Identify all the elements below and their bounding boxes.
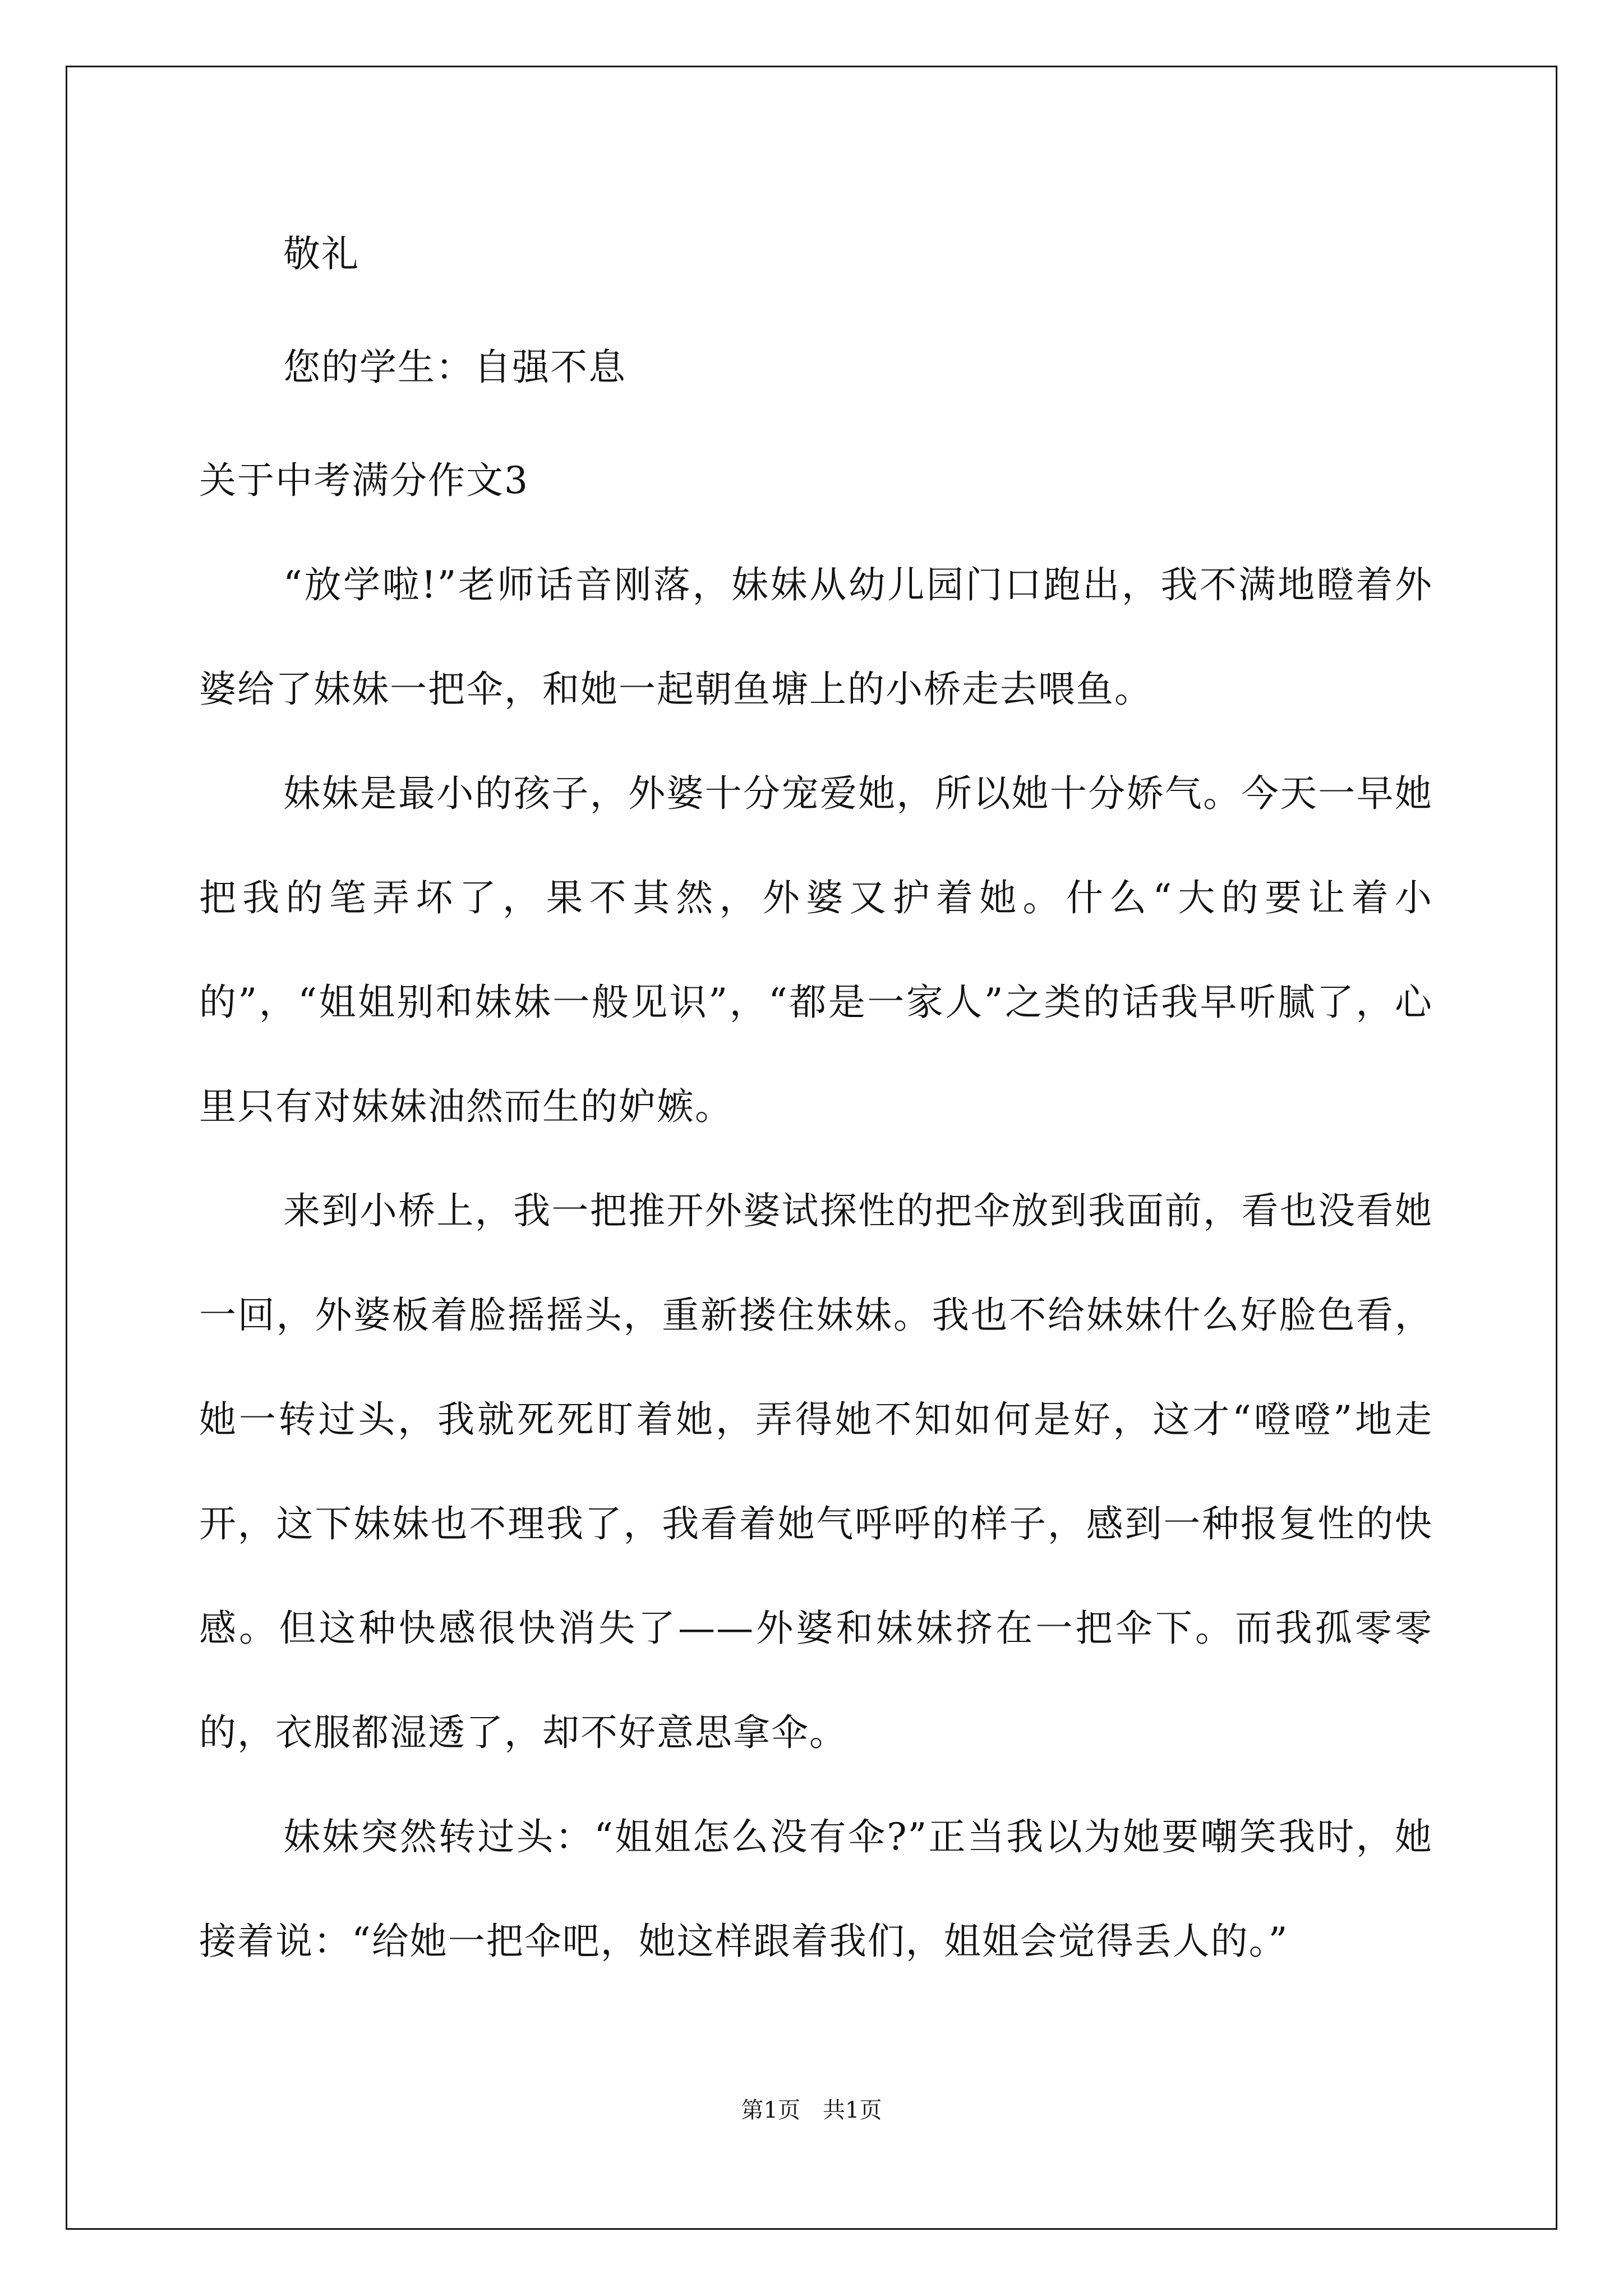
document-body (199, 202, 1433, 1994)
essay-title: 关于中考满分作文3 (199, 459, 529, 502)
essay-paragraph-4: 妹妹突然转过头：“姐姐怎么没有伞?”正当我以为她要嘲笑我时，她接着说：“给她一把伞吧，她这样跟着我们，姐姐会觉得丢人的。” (199, 1815, 1433, 1963)
letter-salutation: 敬礼 (283, 232, 359, 275)
essay-paragraph-3: 来到小桥上，我一把推开外婆试探性的把伞放到我面前，看也没看她一回，外婆板着脸摇摇头，重新搂住妹妹。我也不给妹妹什么好脸色看，她一转过头，我就死死盯着她，弄得她不知如何是好，这才“噔噔”地走开，这下妹妹也不理我了，我看着她气呼呼的样子，感到一种报复性的快感。但这种快感很快消失了——外婆和妹妹挤在一把伞下。而我孤零零的，衣服都湿透了，却不好意思拿伞。 (199, 1189, 1433, 1754)
letter-signature: 您的学生：自强不息 (283, 346, 626, 389)
page-number: 第1页 (741, 2097, 800, 2123)
essay-paragraph-1: “放学啦!”老师话音刚落，妹妹从幼儿园门口跑出，我不满地瞪着外婆给了妹妹一把伞，和她一起朝鱼塘上的小桥走去喂鱼。 (199, 563, 1433, 711)
page-total: 共1页 (823, 2097, 882, 2123)
essay-paragraph-2: 妹妹是最小的孩子，外婆十分宠爱她，所以她十分娇气。今天一早她把我的笔弄坏了，果不其然，外婆又护着她。什么“大的要让着小的”，“姐姐别和妹妹一般见识”，“都是一家人”之类的话我早听腻了，心里只有对妹妹油然而生的妒嫉。 (199, 772, 1433, 1128)
page-footer (0, 2092, 1623, 2124)
